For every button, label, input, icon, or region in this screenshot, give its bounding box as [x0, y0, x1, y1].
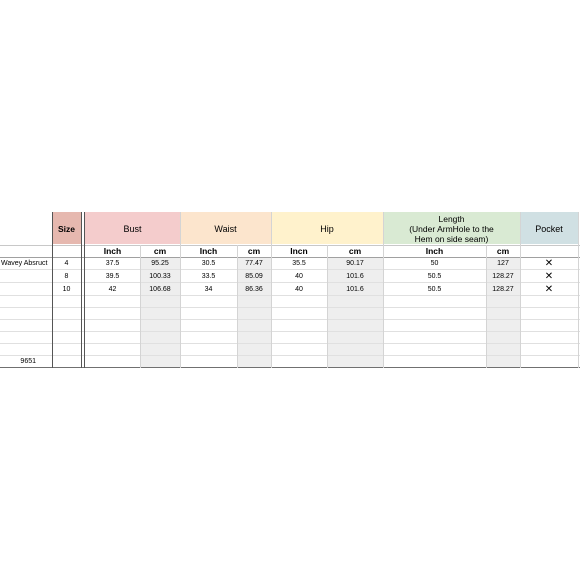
- header-pocket: Pocket: [535, 223, 563, 234]
- header-size: Size: [57, 223, 75, 234]
- row-3-bust-cm: 106.68: [149, 285, 171, 293]
- subheader-length-inch: Inch: [425, 246, 444, 256]
- row-3-size: 10: [62, 285, 71, 293]
- row-3-hip-cm: 101.6: [346, 285, 364, 293]
- row-3-bust-inch: 42: [108, 285, 117, 293]
- row-2-waist-cm: 85.09: [245, 272, 263, 280]
- row-1-hip-inch: 35.5: [292, 260, 306, 267]
- subheader-hip-inch: Incn: [290, 246, 308, 256]
- subheader-bust-cm: cm: [153, 246, 167, 256]
- row-3-length-cm: 128.27: [492, 285, 514, 293]
- row-2-hip-cm: 101.6: [346, 272, 364, 280]
- subheader-bust-inch: Inch: [103, 246, 122, 256]
- row-1-waist-cm: 77.47: [245, 260, 263, 267]
- row-3-length-inch: 50.5: [427, 285, 442, 293]
- header-hip: Hip: [320, 223, 334, 234]
- row-2-waist-inch: 33.5: [201, 272, 216, 280]
- subheader-waist-cm: cm: [247, 246, 261, 256]
- row-1-bust-cm: 95.25: [151, 260, 169, 267]
- subheader-hip-cm: cm: [348, 246, 362, 256]
- row-1-length-cm: 127: [497, 260, 509, 267]
- header-length-line2: (Under ArmHole to the: [409, 223, 494, 234]
- size-chart-sheet: [0, 212, 580, 368]
- row-3-hip-inch: 40: [295, 285, 303, 293]
- header-length-line1: Length: [438, 213, 465, 224]
- header-length: [383, 212, 520, 245]
- row-2-size: 8: [64, 272, 69, 280]
- row-1-length-inch: 50: [430, 260, 439, 267]
- row-1-waist-inch: 30.5: [201, 260, 216, 267]
- row-1-hip-cm: 90.17: [346, 260, 364, 267]
- row-2-length-cm: 128.27: [492, 272, 514, 280]
- row-2-hip-inch: 40: [295, 272, 303, 280]
- row-2-bust-inch: 39.5: [105, 272, 120, 280]
- header-waist: Waist: [214, 223, 237, 234]
- row-2-length-inch: 50.5: [427, 272, 442, 280]
- subheader-waist-inch: Inch: [199, 246, 218, 256]
- row-2-pocket-x-icon: ✕: [544, 270, 554, 282]
- subheader-length-cm: cm: [496, 246, 510, 256]
- row-3-pocket-x-icon: ✕: [544, 283, 554, 295]
- row-1-size: 4: [64, 260, 69, 267]
- product-code: 9651: [20, 357, 36, 365]
- row-1-bust-inch: 37.5: [105, 260, 120, 267]
- row-1-pocket-x-icon: ✕: [544, 258, 554, 269]
- header-length-line3: Hem on side seam): [414, 233, 489, 244]
- product-name: Wavey Absruct: [1, 260, 48, 267]
- row-3-waist-inch: 34: [204, 285, 213, 293]
- header-bust: Bust: [123, 223, 142, 234]
- row-2-bust-cm: 100.33: [149, 272, 171, 280]
- row-3-waist-cm: 86.36: [245, 285, 263, 293]
